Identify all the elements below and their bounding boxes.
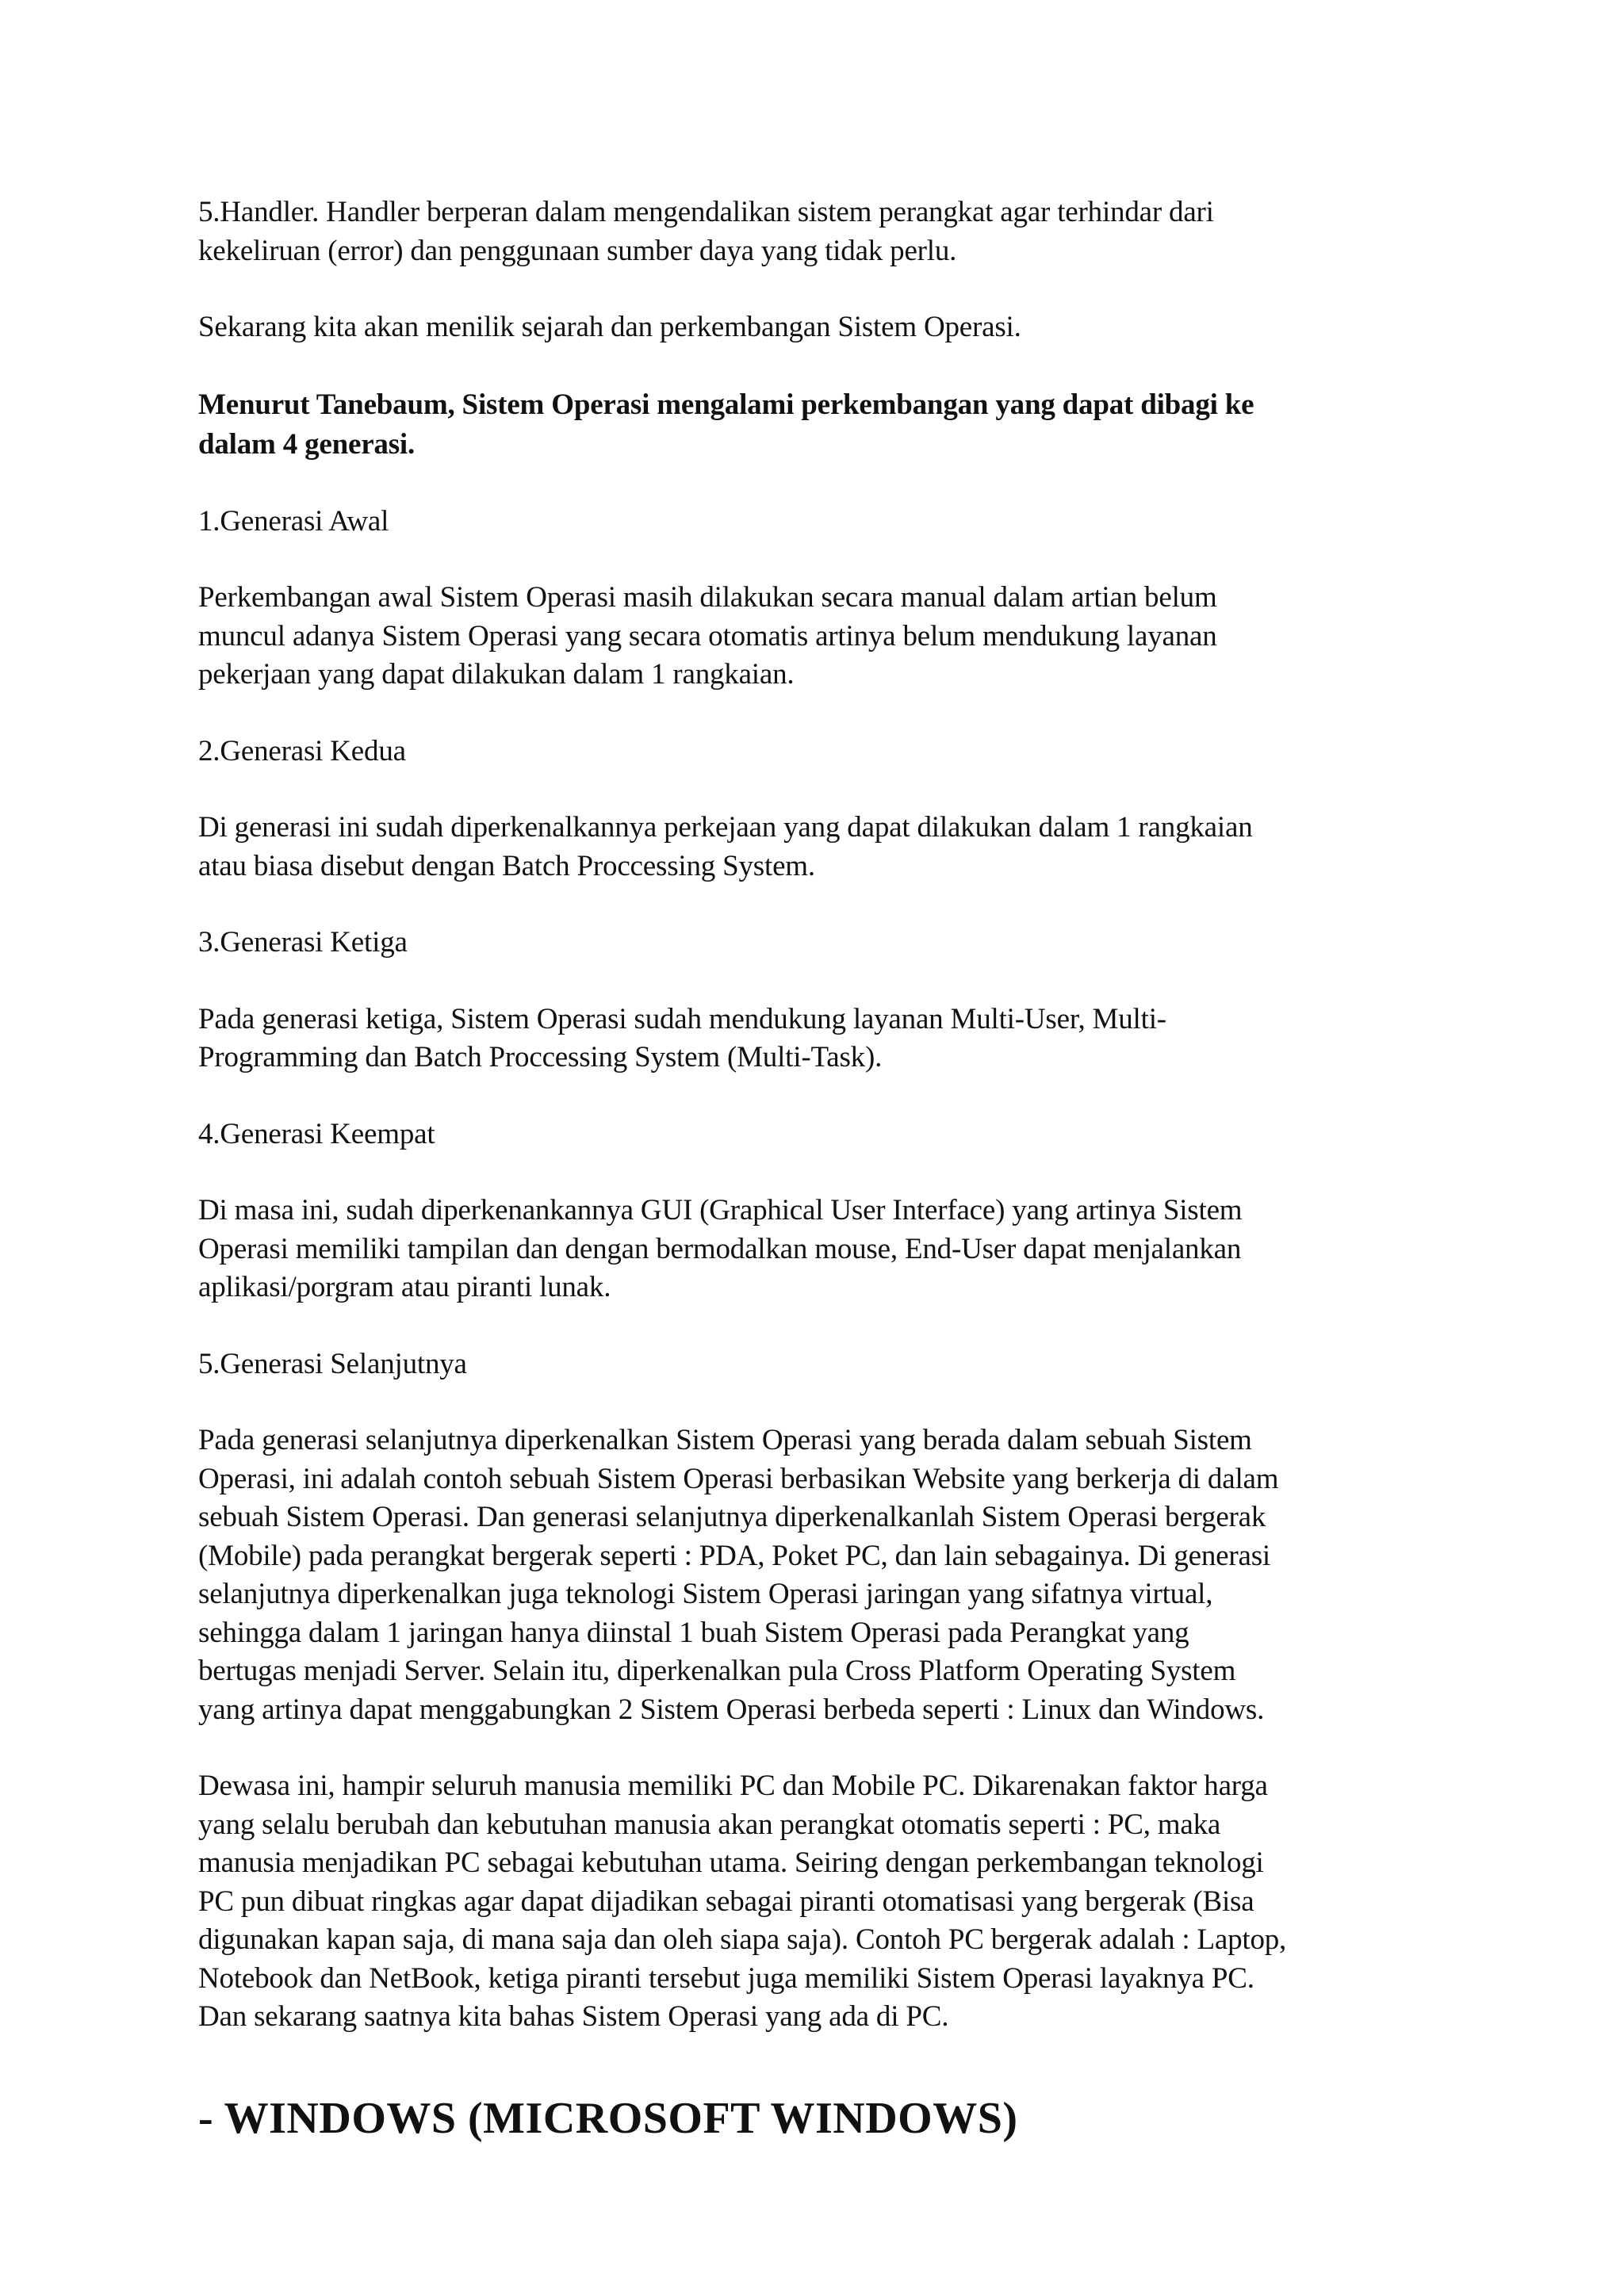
text-line: Dewasa ini, hampir seluruh manusia memiliki PC dan Mobile PC. Dikarenakan faktor harga [198, 1770, 1268, 1802]
text-line: Programming dan Batch Proccessing System (Multi-Task). [198, 1041, 883, 1073]
text-line: muncul adanya Sistem Operasi yang secara otomatis artinya belum mendukung layanan [198, 619, 1217, 652]
text-line: PC pun dibuat ringkas agar dapat dijadikan sebagai piranti otomatisasi yang bergerak (Bisa [198, 1885, 1254, 1918]
section-heading: - WINDOWS (MICROSOFT WINDOWS) [198, 2093, 1018, 2143]
text-line: Dan sekarang saatnya kita bahas Sistem Operasi yang ada di PC. [198, 2000, 949, 2033]
text-line: Di generasi ini sudah diperkenalkannya perkejaan yang dapat dilakukan dalam 1 rangkaian [198, 811, 1253, 844]
paragraph [198, 1767, 1443, 2037]
text-line: 5.Generasi Selanjutnya [198, 1347, 467, 1380]
paragraph [198, 308, 1443, 347]
text-line: sebuah Sistem Operasi. Dan generasi selanjutnya diperkenalkanlah Sistem Operasi bergerak [198, 1501, 1266, 1533]
text-line: 4.Generasi Keempat [198, 1117, 435, 1150]
text-line: 5.Handler. Handler berperan dalam mengendalikan sistem perangkat agar terhindar dari [198, 196, 1214, 228]
text-line: Operasi, ini adalah contoh sebuah Sistem Operasi berbasikan Website yang berkerja di dalam [198, 1462, 1279, 1495]
text-line: atau biasa disebut dengan Batch Proccessing System. [198, 849, 815, 882]
text-line: (Mobile) pada perangkat bergerak seperti : PDA, Poket PC, dan lain sebagainya. Di generasi [198, 1539, 1270, 1572]
text-line: 2.Generasi Kedua [198, 734, 406, 767]
paragraph [198, 579, 1443, 695]
paragraph [198, 1422, 1443, 1729]
text-line: Menurut Tanebaum, Sistem Operasi mengalami perkembangan yang dapat dibagi ke [198, 388, 1254, 421]
text-line: yang selalu berubah dan kebutuhan manusia akan perangkat otomatis seperti : PC, maka [198, 1808, 1221, 1841]
paragraph [198, 1115, 1443, 1154]
text-line: dalam 4 generasi. [198, 427, 416, 461]
text-line: selanjutnya diperkenalkan juga teknologi Sistem Operasi jaringan yang sifatnya virtual, [198, 1578, 1213, 1610]
text-line: Sekarang kita akan menilik sejarah dan perkembangan Sistem Operasi. [198, 311, 1021, 343]
document-body [198, 193, 1443, 2145]
text-line: Pada generasi ketiga, Sistem Operasi sudah mendukung layanan Multi-User, Multi- [198, 1002, 1166, 1035]
paragraph [198, 1001, 1443, 1077]
text-line: Di masa ini, sudah diperkenankannya GUI (Graphical User Interface) yang artinya Sistem [198, 1194, 1243, 1226]
paragraph [198, 1192, 1443, 1307]
paragraph [198, 503, 1443, 541]
text-line: 3.Generasi Ketiga [198, 926, 408, 959]
text-line: aplikasi/porgram atau piranti lunak. [198, 1271, 611, 1303]
text-line: Operasi memiliki tampilan dan dengan bermodalkan mouse, End-User dapat menjalankan [198, 1232, 1242, 1265]
text-line: 1.Generasi Awal [198, 504, 389, 538]
text-line: Notebook dan NetBook, ketiga piranti tersebut juga memiliki Sistem Operasi layaknya PC. [198, 1961, 1254, 1995]
text-line: digunakan kapan saja, di mana saja dan oleh siapa saja). Contoh PC bergerak adalah : Laptop, [198, 1923, 1287, 1956]
paragraph [198, 1345, 1443, 1384]
text-line: Pada generasi selanjutnya diperkenalkan Sistem Operasi yang berada dalam sebuah Sistem [198, 1424, 1252, 1456]
paragraph [198, 924, 1443, 962]
paragraph [198, 809, 1443, 886]
text-line: Perkembangan awal Sistem Operasi masih dilakukan secara manual dalam artian belum [198, 581, 1217, 614]
text-line: manusia menjadikan PC sebagai kebutuhan utama. Seiring dengan perkembangan teknologi [198, 1846, 1264, 1879]
paragraph [198, 193, 1443, 270]
text-line: pekerjaan yang dapat dilakukan dalam 1 rangkaian. [198, 658, 795, 691]
text-line: kekeliruan (error) dan penggunaan sumber daya yang tidak perlu. [198, 234, 957, 267]
text-line: yang artinya dapat menggabungkan 2 Sistem Operasi berbeda seperti : Linux dan Windows. [198, 1693, 1265, 1726]
bold-paragraph [198, 385, 1443, 465]
text-line: sehingga dalam 1 jaringan hanya diinstal 1 buah Sistem Operasi pada Perangkat yang [198, 1616, 1189, 1649]
text-line: bertugas menjadi Server. Selain itu, diperkenalkan pula Cross Platform Operating System [198, 1655, 1236, 1687]
paragraph [198, 733, 1443, 771]
